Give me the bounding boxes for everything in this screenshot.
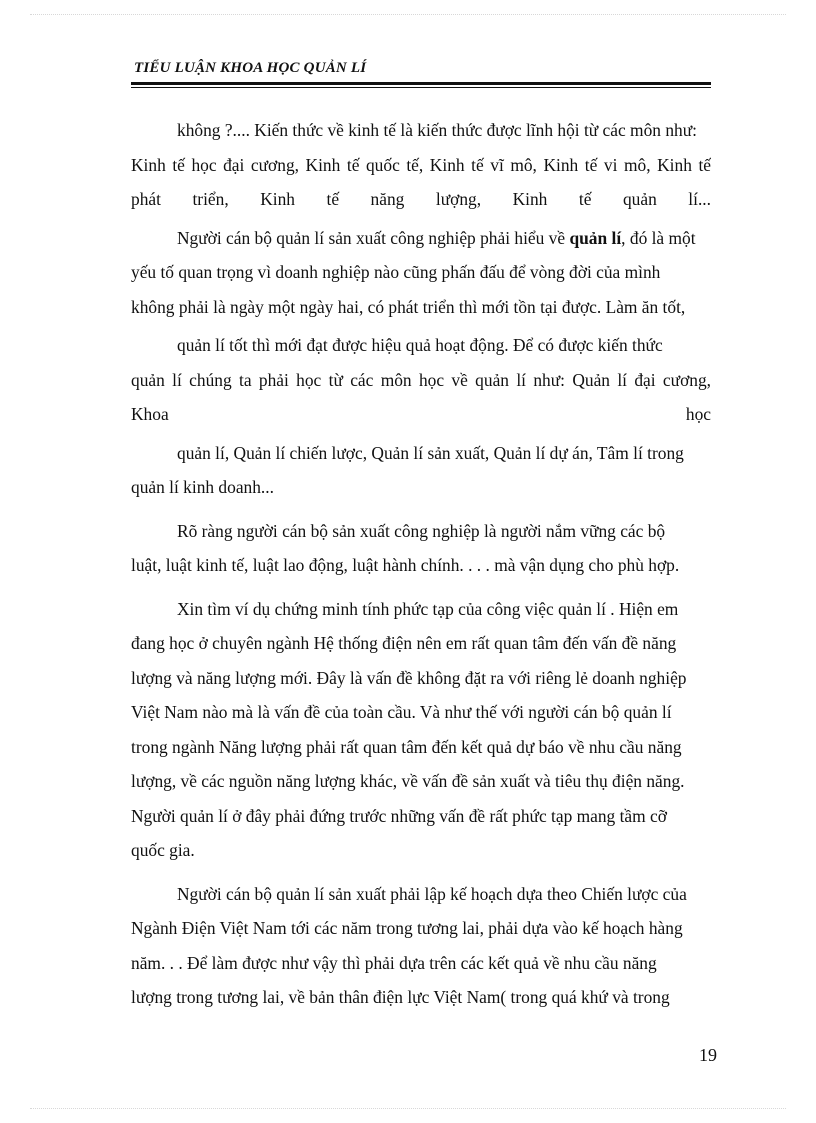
text-line: Kinh tế học đại cương, Kinh tế quốc tế, Kinh tế vĩ mô, Kinh tế vi mô, Kinh tế xyxy=(131,154,711,175)
page-bottom-border xyxy=(30,1108,786,1109)
text-run: Người cán bộ quản lí sản xuất công nghiệp phải hiểu về xyxy=(177,227,570,248)
body-text xyxy=(131,113,711,1015)
text-line: quản lí, Quản lí chiến lược, Quản lí sản xuất, Quản lí dự án, Tâm lí trong xyxy=(177,442,684,463)
text-line: Khoa học xyxy=(131,404,711,424)
text-line: quốc gia. xyxy=(131,840,195,860)
running-header-title: TIỂU LUẬN KHOA HỌC QUẢN LÍ xyxy=(134,60,367,76)
text-line: lượng trong tương lai, về bản thân điện lực Việt Nam( trong quá khứ và trong xyxy=(131,987,670,1007)
header-rule xyxy=(131,82,711,85)
text-line: năm. . . Để làm được như vậy thì phải dựa trên các kết quả về nhu cầu năng xyxy=(131,952,657,973)
text-line: yếu tố quan trọng vì doanh nghiệp nào cũng phấn đấu để vòng đời của mình xyxy=(131,262,661,282)
header-rule-thin xyxy=(131,87,711,88)
page-number: 19 xyxy=(699,1045,717,1065)
text-line: đang học ở chuyên ngành Hệ thống điện nên em rất quan tâm đến vấn đề năng xyxy=(131,633,677,653)
text-line: Xin tìm ví dụ chứng minh tính phức tạp của công việc quản lí . Hiện em xyxy=(177,598,679,619)
text-line: trong ngành Năng lượng phải rất quan tâm đến kết quả dự báo về nhu cầu năng xyxy=(131,736,682,757)
text-line: không ?.... Kiến thức về kinh tế là kiến thức được lĩnh hội từ các môn như: xyxy=(177,120,697,140)
text-line: Việt Nam nào mà là vấn đề của toàn cầu. Và như thế với người cán bộ quản lí xyxy=(131,702,672,722)
text-line xyxy=(131,221,711,256)
text-line: không phải là ngày một ngày hai, có phát triển thì mới tồn tại được. Làm ăn tốt, xyxy=(131,296,686,317)
text-line: lượng và năng lượng mới. Đây là vấn đề không đặt ra với riêng lẻ doanh nghiệp xyxy=(131,667,687,688)
page-top-border xyxy=(30,14,786,15)
text-line: phát triển, Kinh tế năng lượng, Kinh tế quản lí... xyxy=(131,189,711,209)
text-line: quản lí chúng ta phải học từ các môn học về quản lí như: Quản lí đại cương, xyxy=(131,369,711,390)
text-line: Người quản lí ở đây phải đứng trước những vấn đề rất phức tạp mang tầm cỡ xyxy=(131,805,667,826)
text-line: Ngành Điện Việt Nam tới các năm trong tương lai, phải dựa vào kế hoạch hàng xyxy=(131,918,683,938)
bold-term: quản lí xyxy=(569,227,622,248)
text-line: Rõ ràng người cán bộ sản xuất công nghiệp là người nắm vững các bộ xyxy=(177,520,666,541)
text-line: luật, luật kinh tế, luật lao động, luật hành chính. . . . mà vận dụng cho phù hợp. xyxy=(131,555,680,575)
text-run: , đó là một xyxy=(621,227,696,248)
text-line: quản lí kinh doanh... xyxy=(131,477,274,497)
text-line: quản lí tốt thì mới đạt được hiệu quả hoạt động. Để có được kiến thức xyxy=(177,335,663,355)
text-line: Người cán bộ quản lí sản xuất phải lập kế hoạch dựa theo Chiến lược của xyxy=(177,883,687,904)
text-line: lượng, về các nguồn năng lượng khác, về vấn đề sản xuất và tiêu thụ điện năng. xyxy=(131,771,685,791)
